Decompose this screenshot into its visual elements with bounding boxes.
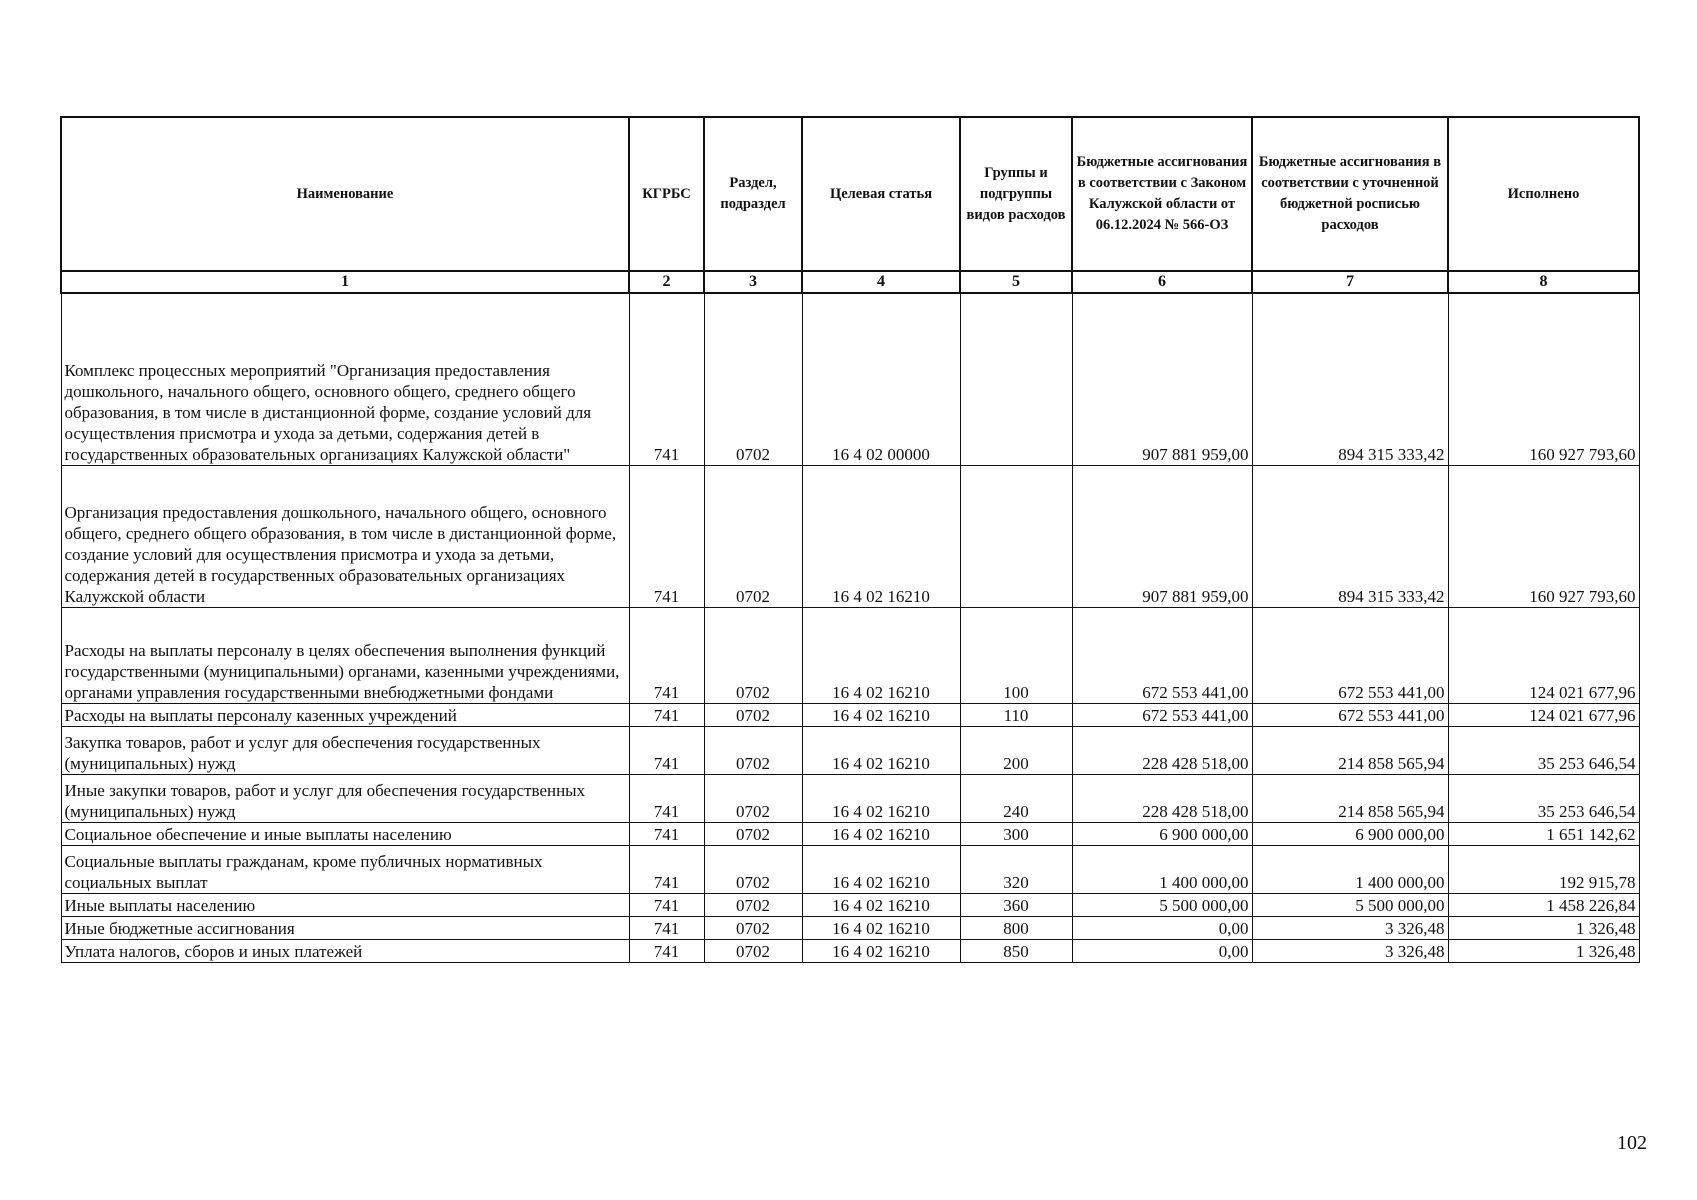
- row-zakon: 6 900 000,00: [1072, 822, 1252, 845]
- row-name: Социальное обеспечение и иные выплаты населению: [61, 822, 629, 845]
- header-kgrbs: КГРБС: [629, 117, 704, 271]
- table-row: [61, 822, 1639, 845]
- table-row: [61, 726, 1639, 774]
- row-name: Социальные выплаты гражданам, кроме публичных нормативных социальных выплат: [61, 845, 629, 893]
- column-number: 4: [802, 271, 960, 293]
- row-rospis: 3 326,48: [1252, 916, 1448, 939]
- column-number: 3: [704, 271, 802, 293]
- row-zakon: 0,00: [1072, 939, 1252, 962]
- row-ispolneno: 1 458 226,84: [1448, 893, 1639, 916]
- row-celevaya: 16 4 02 00000: [802, 293, 960, 465]
- row-celevaya: 16 4 02 16210: [802, 465, 960, 607]
- row-kgrbs: 741: [629, 726, 704, 774]
- row-razdel: 0702: [704, 703, 802, 726]
- row-name: Расходы на выплаты персоналу в целях обеспечения выполнения функций государственными (муниципальными) органами, казенными учреждениями, органами управления государственными внебюджетными фондами: [61, 607, 629, 703]
- row-kgrbs: 741: [629, 293, 704, 465]
- budget-table: [60, 116, 1640, 963]
- row-vid: [960, 465, 1072, 607]
- row-kgrbs: 741: [629, 822, 704, 845]
- row-name: Иные закупки товаров, работ и услуг для обеспечения государственных (муниципальных) нужд: [61, 774, 629, 822]
- row-razdel: 0702: [704, 916, 802, 939]
- row-kgrbs: 741: [629, 465, 704, 607]
- table-row: [61, 893, 1639, 916]
- column-number: 1: [61, 271, 629, 293]
- row-ispolneno: 35 253 646,54: [1448, 774, 1639, 822]
- row-razdel: 0702: [704, 293, 802, 465]
- table-row: [61, 465, 1639, 607]
- header-zakon: Бюджетные ассигнования в соответствии с Законом Калужской области от 06.12.2024 № 566-ОЗ: [1072, 117, 1252, 271]
- row-ispolneno: 160 927 793,60: [1448, 293, 1639, 465]
- column-number: 2: [629, 271, 704, 293]
- row-rospis: 1 400 000,00: [1252, 845, 1448, 893]
- row-rospis: 894 315 333,42: [1252, 293, 1448, 465]
- row-rospis: 672 553 441,00: [1252, 607, 1448, 703]
- row-ispolneno: 124 021 677,96: [1448, 703, 1639, 726]
- row-ispolneno: 192 915,78: [1448, 845, 1639, 893]
- row-vid: 360: [960, 893, 1072, 916]
- row-celevaya: 16 4 02 16210: [802, 822, 960, 845]
- header-vid: Группы и подгруппы видов расходов: [960, 117, 1072, 271]
- table-row: [61, 774, 1639, 822]
- row-razdel: 0702: [704, 465, 802, 607]
- row-zakon: 0,00: [1072, 916, 1252, 939]
- header-razdel: Раздел, подраздел: [704, 117, 802, 271]
- row-zakon: 228 428 518,00: [1072, 774, 1252, 822]
- row-vid: 110: [960, 703, 1072, 726]
- table-row: [61, 916, 1639, 939]
- row-ispolneno: 1 651 142,62: [1448, 822, 1639, 845]
- column-number: 8: [1448, 271, 1639, 293]
- row-razdel: 0702: [704, 822, 802, 845]
- row-vid: 200: [960, 726, 1072, 774]
- row-razdel: 0702: [704, 726, 802, 774]
- row-vid: [960, 293, 1072, 465]
- row-vid: 300: [960, 822, 1072, 845]
- row-name: Уплата налогов, сборов и иных платежей: [61, 939, 629, 962]
- header-rospis: Бюджетные ассигнования в соответствии с уточненной бюджетной росписью расходов: [1252, 117, 1448, 271]
- row-ispolneno: 1 326,48: [1448, 939, 1639, 962]
- row-kgrbs: 741: [629, 607, 704, 703]
- row-zakon: 907 881 959,00: [1072, 293, 1252, 465]
- row-celevaya: 16 4 02 16210: [802, 774, 960, 822]
- row-kgrbs: 741: [629, 845, 704, 893]
- row-rospis: 214 858 565,94: [1252, 774, 1448, 822]
- page-number: 102: [1617, 1132, 1647, 1154]
- table-row: [61, 703, 1639, 726]
- column-number: 5: [960, 271, 1072, 293]
- row-vid: 240: [960, 774, 1072, 822]
- row-celevaya: 16 4 02 16210: [802, 703, 960, 726]
- row-razdel: 0702: [704, 607, 802, 703]
- row-zakon: 5 500 000,00: [1072, 893, 1252, 916]
- row-rospis: 672 553 441,00: [1252, 703, 1448, 726]
- row-name: Иные выплаты населению: [61, 893, 629, 916]
- row-zakon: 907 881 959,00: [1072, 465, 1252, 607]
- row-celevaya: 16 4 02 16210: [802, 845, 960, 893]
- row-razdel: 0702: [704, 845, 802, 893]
- row-kgrbs: 741: [629, 893, 704, 916]
- row-name: Закупка товаров, работ и услуг для обеспечения государственных (муниципальных) нужд: [61, 726, 629, 774]
- row-zakon: 1 400 000,00: [1072, 845, 1252, 893]
- column-number: 7: [1252, 271, 1448, 293]
- row-ispolneno: 1 326,48: [1448, 916, 1639, 939]
- row-kgrbs: 741: [629, 774, 704, 822]
- row-vid: 320: [960, 845, 1072, 893]
- table-row: [61, 939, 1639, 962]
- row-ispolneno: 124 021 677,96: [1448, 607, 1639, 703]
- table-row: [61, 293, 1639, 465]
- row-rospis: 6 900 000,00: [1252, 822, 1448, 845]
- row-rospis: 894 315 333,42: [1252, 465, 1448, 607]
- column-number-row: [61, 271, 1639, 293]
- column-number: 6: [1072, 271, 1252, 293]
- row-vid: 850: [960, 939, 1072, 962]
- row-rospis: 214 858 565,94: [1252, 726, 1448, 774]
- row-name: Комплекс процессных мероприятий "Организация предоставления дошкольного, начального общего, основного общего, среднего общего образования, в том числе в дистанционной форме, создание условий для осуществления присмотра и ухода за детьми, содержания детей в государственных образовательных организациях Калужской области": [61, 293, 629, 465]
- row-celevaya: 16 4 02 16210: [802, 726, 960, 774]
- row-rospis: 5 500 000,00: [1252, 893, 1448, 916]
- table-row: [61, 845, 1639, 893]
- header-ispolneno: Исполнено: [1448, 117, 1639, 271]
- table-row: [61, 607, 1639, 703]
- row-razdel: 0702: [704, 774, 802, 822]
- row-celevaya: 16 4 02 16210: [802, 607, 960, 703]
- row-rospis: 3 326,48: [1252, 939, 1448, 962]
- row-zakon: 672 553 441,00: [1072, 703, 1252, 726]
- header-name: Наименование: [61, 117, 629, 271]
- header-row: [61, 117, 1639, 271]
- row-ispolneno: 35 253 646,54: [1448, 726, 1639, 774]
- row-name: Организация предоставления дошкольного, начального общего, основного общего, среднего общего образования, в том числе в дистанционной форме, создание условий для осуществления присмотра и ухода за детьми, содержания детей в государственных образовательных организациях Калужской области: [61, 465, 629, 607]
- row-zakon: 228 428 518,00: [1072, 726, 1252, 774]
- row-razdel: 0702: [704, 893, 802, 916]
- row-name: Расходы на выплаты персоналу казенных учреждений: [61, 703, 629, 726]
- row-kgrbs: 741: [629, 939, 704, 962]
- row-vid: 800: [960, 916, 1072, 939]
- row-zakon: 672 553 441,00: [1072, 607, 1252, 703]
- row-name: Иные бюджетные ассигнования: [61, 916, 629, 939]
- row-kgrbs: 741: [629, 703, 704, 726]
- header-celevaya: Целевая статья: [802, 117, 960, 271]
- row-razdel: 0702: [704, 939, 802, 962]
- row-celevaya: 16 4 02 16210: [802, 939, 960, 962]
- row-celevaya: 16 4 02 16210: [802, 916, 960, 939]
- row-celevaya: 16 4 02 16210: [802, 893, 960, 916]
- row-vid: 100: [960, 607, 1072, 703]
- row-kgrbs: 741: [629, 916, 704, 939]
- row-ispolneno: 160 927 793,60: [1448, 465, 1639, 607]
- budget-table-wrapper: [60, 116, 1638, 963]
